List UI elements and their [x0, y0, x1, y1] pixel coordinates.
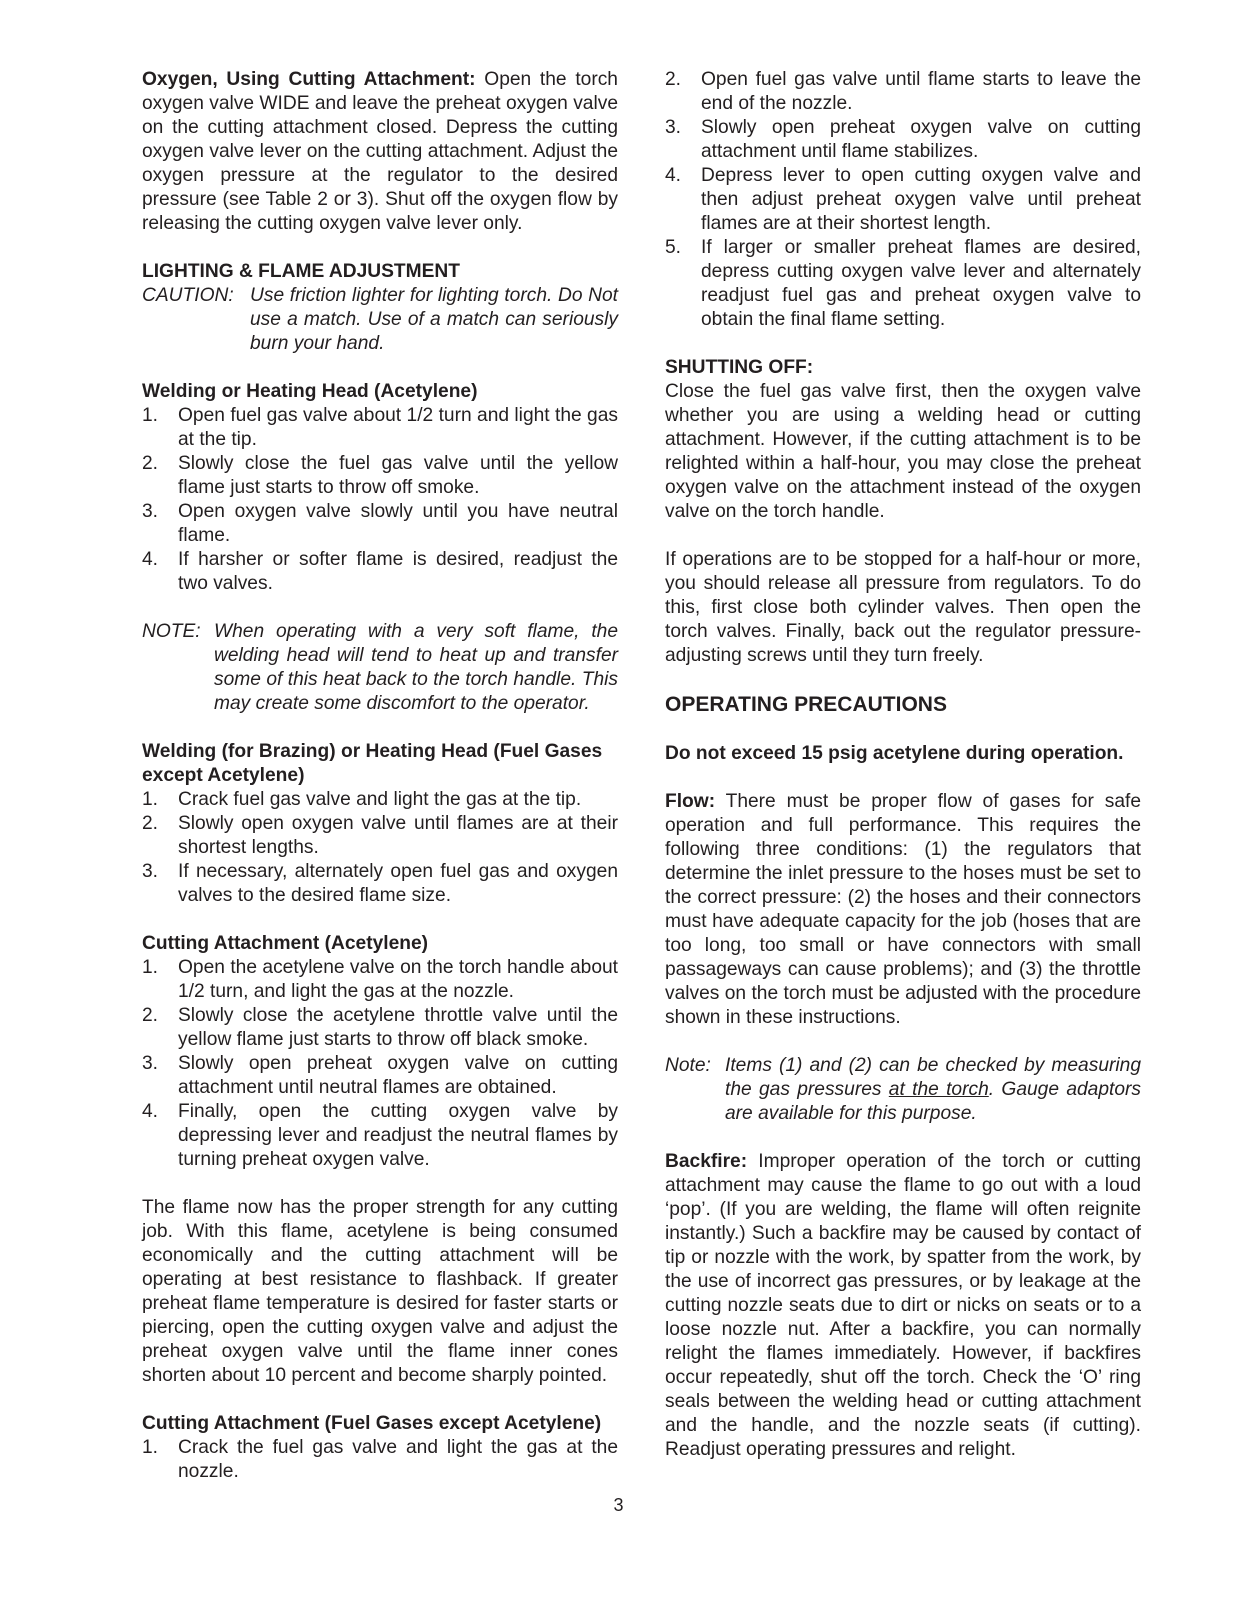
- note-text-part: . Gauge adaptors are available for this purpose.: [725, 1079, 1141, 1124]
- operating-precautions-heading: OPERATING PRECAUTIONS: [665, 693, 947, 716]
- list-text: Open oxygen valve slowly until you have neutral flame.: [178, 501, 618, 546]
- list-text: If larger or smaller preheat flames are desired, depress cutting oxygen valve lever and alternately readjust fuel gas and preheat oxygen valve to obtain the final flame setting.: [701, 237, 1141, 330]
- list-item: [142, 788, 618, 812]
- list-number: 3.: [142, 1053, 159, 1074]
- list-item: [665, 236, 1141, 332]
- list-text: Depress lever to open cutting oxygen valve and then adjust preheat oxygen valve until preheat flames are at their shortest length.: [701, 165, 1141, 234]
- list-number: 3.: [142, 501, 159, 522]
- backfire-text: Improper operation of the torch or cutting attachment may cause the flame to go out with a loud ‘pop’. (If you are welding, the flame will often reignite instantly.) Such a backfire may be caused by contact of tip or nozzle with the work, by spatter from the work, by the use of incorrect gas pressures, or by leakage at the cutting nozzle seats due to dirt or nicks on seats or to a loose nozzle nut. After a backfire, you can normally relight the flames immediately. However, if backfires occur repeatedly, shut off the torch. Check the ‘O’ ring seals between the welding head or cutting attachment and the handle, and the nozzle seats (if cutting). Readjust operating pressures and relight.: [665, 1151, 1141, 1460]
- list-number: 4.: [142, 1101, 159, 1122]
- list-number: 1.: [142, 405, 159, 426]
- list-text: Slowly open oxygen valve until flames are at their shortest lengths.: [178, 813, 618, 858]
- list-item: [665, 116, 1141, 164]
- list-number: 5.: [665, 237, 682, 258]
- shutting-off-paragraph: Close the fuel gas valve first, then the oxygen valve whether you are using a welding head or cutting attachment. However, if the cutting attachment is to be relighted within a half-hour, you may close the preheat oxygen valve on the attachment instead of the oxygen valve on the torch handle.: [665, 381, 1141, 522]
- note-text: [725, 1054, 1141, 1126]
- list-item: [142, 452, 618, 500]
- gauge-note-block: [665, 1054, 1141, 1126]
- list-text: Slowly open preheat oxygen valve on cutting attachment until flame stabilizes.: [701, 117, 1141, 162]
- flow-paragraph: [665, 790, 1141, 1030]
- welding-acetylene-heading: Welding or Heating Head (Acetylene): [142, 381, 478, 402]
- list-text: Crack fuel gas valve and light the gas at the tip.: [178, 789, 582, 810]
- flame-strength-paragraph: The flame now has the proper strength for any cutting job. With this flame, acetylene is being consumed economically and the cutting attachment will be operating at best resistance to flashback. If greater preheat flame temperature is desired for faster starts or piercing, open the cutting oxygen valve and adjust the preheat oxygen valve until the flame inner cones shorten about 10 percent and become sharply pointed.: [142, 1197, 618, 1386]
- oxygen-cutting-text: Open the torch oxygen valve WIDE and leave the preheat oxygen valve on the cutting attachment closed. Depress the cutting oxygen valve lever on the cutting attachment. Adjust the oxygen pressure at the regulator to the desired pressure (see Table 2 or 3). Shut off the oxygen flow by releasing the cutting oxygen valve lever only.: [142, 69, 618, 234]
- list-item: [142, 956, 618, 1004]
- cutting-fuel-list-continued: [665, 68, 1141, 332]
- welding-fuel-heading: Welding (for Brazing) or Heating Head (Fuel Gases except Acetylene): [142, 741, 603, 786]
- list-number: 2.: [142, 453, 159, 474]
- list-number: 2.: [665, 69, 682, 90]
- list-text: If harsher or softer flame is desired, readjust the two valves.: [178, 549, 618, 594]
- cutting-acetylene-heading: Cutting Attachment (Acetylene): [142, 933, 429, 954]
- list-text: Open fuel gas valve about 1/2 turn and light the gas at the tip.: [178, 405, 618, 450]
- caution-text: Use friction lighter for lighting torch. Do Not use a match. Use of a match can seriously burn your hand.: [250, 285, 618, 354]
- list-text: Crack the fuel gas valve and light the gas at the nozzle.: [178, 1437, 618, 1482]
- list-text: Finally, open the cutting oxygen valve by depressing lever and readjust the neutral flames by turning preheat oxygen valve.: [178, 1101, 618, 1170]
- list-text: Slowly open preheat oxygen valve on cutting attachment until neutral flames are obtained.: [178, 1053, 618, 1098]
- list-number: 2.: [142, 1005, 159, 1026]
- list-number: 3.: [142, 861, 159, 882]
- caution-block: [142, 284, 618, 356]
- list-number: 1.: [142, 789, 159, 810]
- list-text: Slowly close the fuel gas valve until the yellow flame just starts to throw off smoke.: [178, 453, 618, 498]
- note-underlined-text: at the torch: [888, 1079, 989, 1100]
- list-number: 3.: [665, 117, 682, 138]
- cutting-fuel-list: [142, 1436, 618, 1484]
- backfire-paragraph: [665, 1150, 1141, 1462]
- welding-acetylene-list: [142, 404, 618, 596]
- note-text-part: Items (1) and (2) can be checked by measuring the gas pressures: [725, 1055, 1141, 1100]
- right-column: [665, 68, 1141, 1462]
- list-number: 1.: [142, 1437, 159, 1458]
- shutting-off-heading: SHUTTING OFF:: [665, 357, 814, 378]
- list-item: [142, 548, 618, 596]
- list-item: [142, 404, 618, 452]
- list-item: [142, 1004, 618, 1052]
- list-item: [665, 164, 1141, 236]
- flow-lead: Flow:: [665, 791, 716, 812]
- list-item: [142, 1436, 618, 1484]
- list-text: Slowly close the acetylene throttle valve until the yellow flame just starts to throw off black smoke.: [178, 1005, 618, 1050]
- list-item: [142, 860, 618, 908]
- list-number: 2.: [142, 813, 159, 834]
- oxygen-cutting-paragraph: [142, 68, 618, 236]
- list-item: [665, 68, 1141, 116]
- page-number: 3: [613, 1495, 624, 1515]
- note-label: Note:: [665, 1055, 711, 1076]
- list-item: [142, 1100, 618, 1172]
- note-label: NOTE:: [142, 621, 201, 642]
- cutting-acetylene-list: [142, 956, 618, 1172]
- list-number: 4.: [665, 165, 682, 186]
- list-item: [142, 1052, 618, 1100]
- list-text: If necessary, alternately open fuel gas and oxygen valves to the desired flame size.: [178, 861, 618, 906]
- flow-text: There must be proper flow of gases for safe operation and full performance. This requires the following three conditions: (1) the regulators that determine the inlet pressure to the hoses must be set to the correct pressure: (2) the hoses and their connectors must have adequate capacity for the job (hoses that are too long, too small or have connectors with small passageways can cause problems); and (3) the throttle valves on the torch must be adjusted with the procedure shown in these instructions.: [665, 791, 1141, 1028]
- list-text: Open fuel gas valve until flame starts to leave the end of the nozzle.: [701, 69, 1141, 114]
- list-number: 4.: [142, 549, 159, 570]
- caution-label: CAUTION:: [142, 285, 234, 306]
- note-text: When operating with a very soft flame, the welding head will tend to heat up and transfer some of this heat back to the torch handle. This may create some discomfort to the operator.: [214, 621, 618, 714]
- backfire-lead: Backfire:: [665, 1151, 748, 1172]
- list-text: Open the acetylene valve on the torch handle about 1/2 turn, and light the gas at the nozzle.: [178, 957, 618, 1002]
- note-block: [142, 620, 618, 716]
- welding-fuel-list: [142, 788, 618, 908]
- cutting-fuel-heading: Cutting Attachment (Fuel Gases except Acetylene): [142, 1413, 602, 1434]
- lighting-heading: LIGHTING & FLAME ADJUSTMENT: [142, 261, 460, 282]
- left-column: [142, 68, 618, 1484]
- list-item: [142, 812, 618, 860]
- pressure-warning: Do not exceed 15 psig acetylene during operation.: [665, 743, 1124, 764]
- list-number: 1.: [142, 957, 159, 978]
- oxygen-cutting-lead: Oxygen, Using Cutting Attachment:: [142, 69, 476, 90]
- stop-operations-paragraph: If operations are to be stopped for a half-hour or more, you should release all pressure from regulators. To do this, first close both cylinder valves. Then open the torch valves. Finally, back out the regulator pressure-adjusting screws until they turn freely.: [665, 549, 1141, 666]
- list-item: [142, 500, 618, 548]
